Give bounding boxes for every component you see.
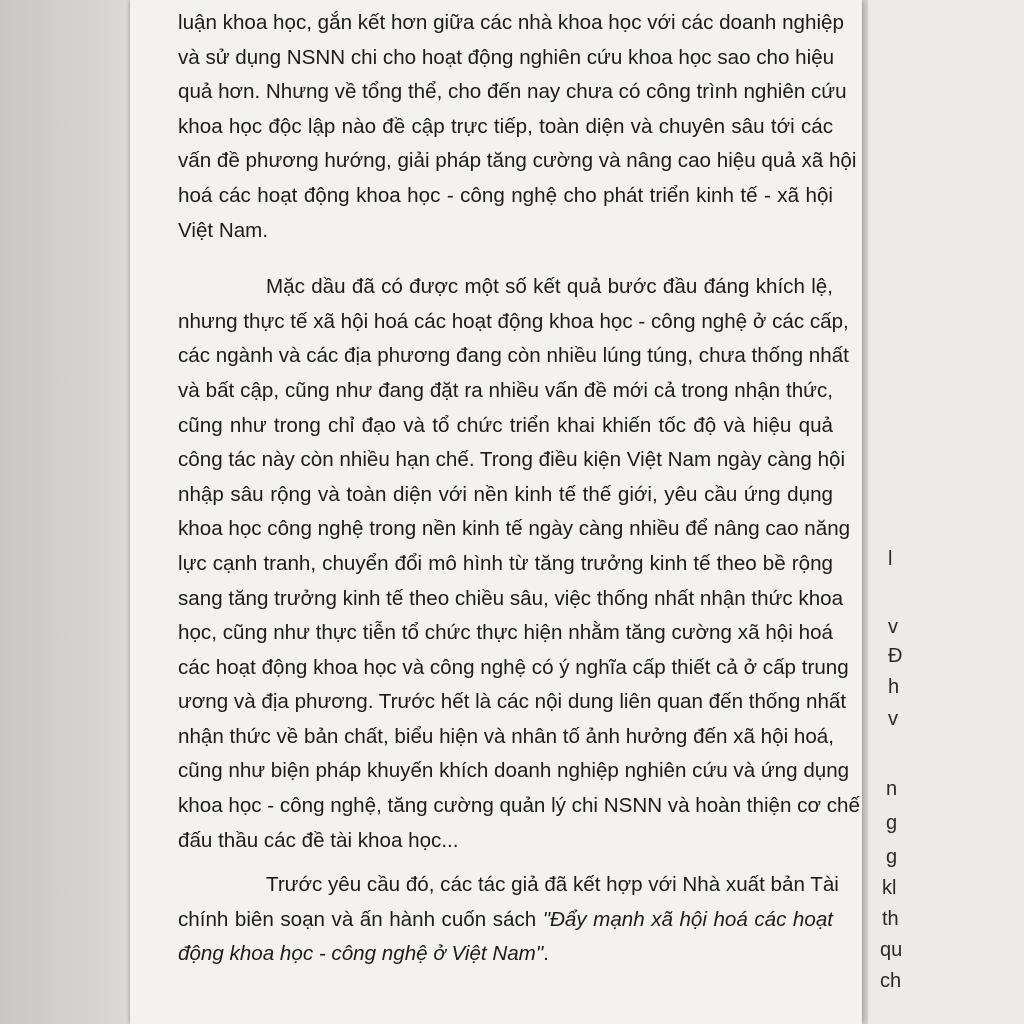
text-line: ương và địa phương. Trước hết là các nội dung liên quan đến thống nhất <box>178 690 847 714</box>
text-line: công tác này còn nhiều hạn chế. Trong điều kiện Việt Nam ngày càng hội <box>178 448 846 472</box>
next-page-fragment: g <box>886 812 898 834</box>
next-page-fragment: v <box>888 616 898 638</box>
text-line: cũng như trong chỉ đạo và tổ chức triển khai khiến tốc độ và hiệu quả <box>178 413 833 437</box>
book-title: động khoa học - công nghệ ở Việt Nam" <box>178 942 544 966</box>
text-segment: chính biên soạn và ấn hành cuốn sách <box>178 907 543 931</box>
text-line: Mặc dầu đã có được một số kết quả bước đầu đáng khích lệ, <box>266 275 833 299</box>
next-page-fragment: th <box>882 908 899 930</box>
text-line: các ngành và các địa phương đang còn nhiều lúng túng, chưa thống nhất <box>178 344 849 368</box>
paragraph-1 <box>178 6 857 248</box>
text-line: học, cũng như thực tiễn tổ chức thực hiện nhằm tăng cường xã hội hoá <box>178 621 833 645</box>
text-line: cũng như biện pháp khuyến khích doanh nghiệp nghiên cứu và ứng dụng <box>178 759 850 783</box>
text-line: Việt Nam. <box>178 218 269 242</box>
text-line: đấu thầu các đề tài khoa học... <box>178 828 459 852</box>
book-title: "Đẩy mạnh xã hội hoá các hoạt <box>542 907 833 931</box>
next-page-fragment: h <box>888 676 900 698</box>
text-line: khoa học công nghệ trong nền kinh tế ngày càng nhiều để nâng cao năng <box>178 517 851 541</box>
text-line: nhập sâu rộng và toàn diện với nền kinh tế thế giới, yêu cầu ứng dụng <box>178 482 833 506</box>
next-page-edge <box>868 0 1024 1024</box>
background-left <box>0 0 132 1024</box>
text-line: vấn đề phương hướng, giải pháp tăng cường và nâng cao hiệu quả xã hội <box>178 149 857 173</box>
text-line: hoá các hoạt động khoa học - công nghệ cho phát triển kinh tế - xã hội <box>178 183 833 207</box>
next-page-fragment: kl <box>882 877 897 899</box>
text-line: nhưng thực tế xã hội hoá các hoạt động khoa học - công nghệ ở các cấp, <box>178 309 849 333</box>
book-page <box>130 0 862 1024</box>
text-line <box>178 937 833 972</box>
next-page-fragment: g <box>886 846 898 868</box>
text-line: lực cạnh tranh, chuyển đổi mô hình từ tăng trưởng kinh tế theo bề rộng <box>178 551 833 575</box>
text-line: luận khoa học, gắn kết hơn giữa các nhà khoa học với các doanh nghiệp <box>178 11 844 34</box>
text-line: Trước yêu cầu đó, các tác giả đã kết hợp với Nhà xuất bản Tài <box>266 873 839 897</box>
next-page-fragment: Đ <box>888 645 903 667</box>
text-line: và sử dụng NSNN chi cho hoạt động nghiên cứu khoa học sao cho hiệu <box>178 45 835 69</box>
text-line <box>178 903 833 938</box>
next-page-fragment: ch <box>880 970 902 992</box>
next-page-fragment: v <box>888 708 898 730</box>
text-line: sang tăng trưởng kinh tế theo chiều sâu, việc thống nhất nhận thức khoa <box>178 586 844 610</box>
text-line: quả hơn. Nhưng về tổng thể, cho đến nay chưa có công trình nghiên cứu <box>178 80 847 104</box>
body-text <box>178 6 860 972</box>
text-line: và bất cập, cũng như đang đặt ra nhiều vấn đề mới cả trong nhận thức, <box>178 378 833 402</box>
text-line: khoa học - công nghệ, tăng cường quản lý chi NSNN và hoàn thiện cơ chế <box>178 794 860 818</box>
paragraph-3 <box>178 868 839 972</box>
text-line: các hoạt động khoa học và công nghệ có ý nghĩa cấp thiết cả ở cấp trung <box>178 655 849 679</box>
text-segment: . <box>543 942 549 966</box>
next-page-fragment: l <box>888 548 893 570</box>
next-page-fragment: n <box>886 778 898 800</box>
next-page-fragment: qu <box>880 939 903 961</box>
text-line: nhận thức về bản chất, biểu hiện và nhân tố ảnh hưởng đến xã hội hoá, <box>178 724 834 748</box>
paragraph-2 <box>178 270 860 858</box>
text-line: khoa học độc lập nào đề cập trực tiếp, toàn diện và chuyên sâu tới các <box>178 114 833 138</box>
